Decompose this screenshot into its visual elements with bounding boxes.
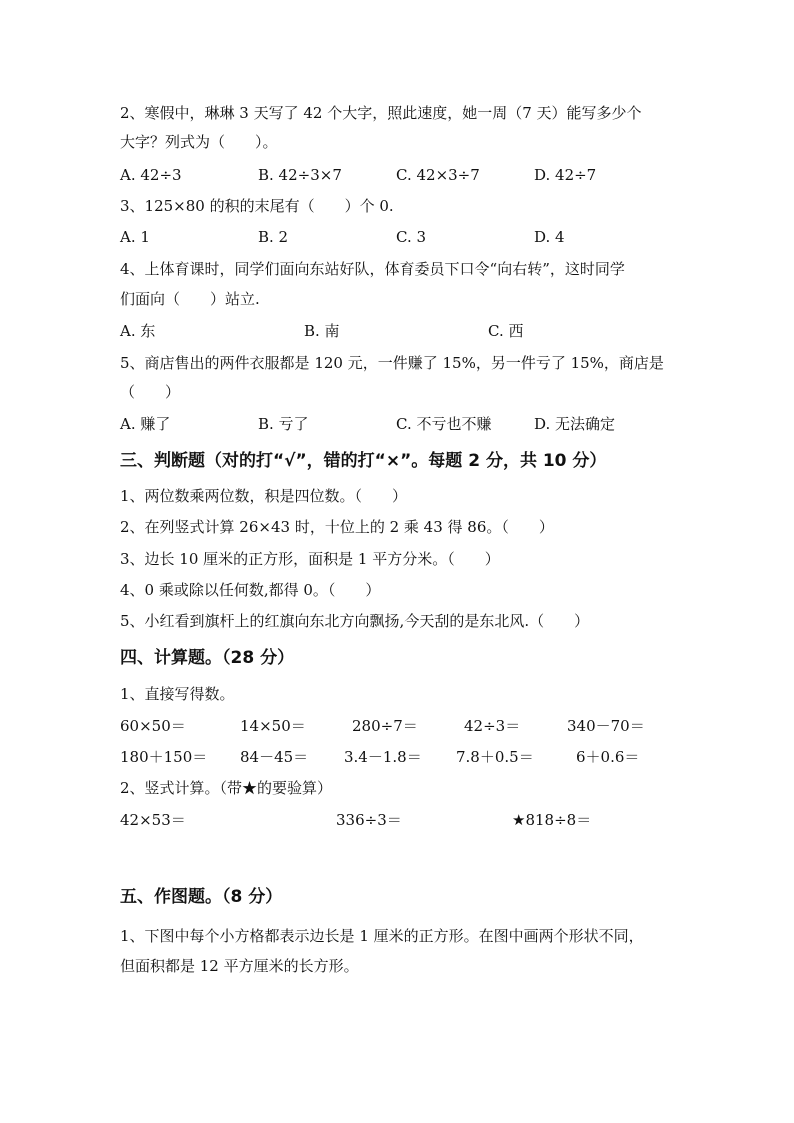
q3-line1: 3、125×80 的积的末尾有（ ）个 0. <box>120 197 394 215</box>
calc-r3-2: 336÷3＝ <box>336 811 402 829</box>
judge-item-1: 1、两位数乘两位数，积是四位数。（ ） <box>120 487 408 505</box>
calc-r2-3: 3.4－1.8＝ <box>344 748 422 766</box>
judge-item-4: 4、0 乘或除以任何数,都得 0。（ ） <box>120 581 381 599</box>
q5-line2: （ ） <box>120 383 181 401</box>
q5-option-b: B. 亏了 <box>258 415 309 433</box>
q5-option-d: D. 无法确定 <box>534 415 616 433</box>
q3-option-a: A. 1 <box>120 228 150 246</box>
q2-option-b: B. 42÷3×7 <box>258 166 342 184</box>
calc-r2-2: 84－45＝ <box>240 748 309 766</box>
calc-r1-5: 340－70＝ <box>567 717 645 735</box>
calc-r1-3: 280÷7＝ <box>352 717 418 735</box>
calc-r2-4: 7.8＋0.5＝ <box>456 748 534 766</box>
q4-line1: 4、上体育课时，同学们面向东站好队，体育委员下口令“向右转”，这时同学 <box>120 260 625 278</box>
draw-line-1: 1、下图中每个小方格都表示边长是 1 厘米的正方形。在图中画两个形状不同， <box>120 927 644 945</box>
judge-item-3: 3、边长 10 厘米的正方形，面积是 1 平方分米。（ ） <box>120 550 500 568</box>
draw-line-2: 但面积都是 12 平方厘米的长方形。 <box>120 957 359 975</box>
judge-item-5: 5、小红看到旗杆上的红旗向东北方向飘扬,今天刮的是东北风.（ ） <box>120 612 590 630</box>
q3-option-d: D. 4 <box>534 228 565 246</box>
q2-line2: 大字？列式为（ ）。 <box>120 133 278 151</box>
q5-option-a: A. 赚了 <box>120 415 171 433</box>
calc-r1-1: 60×50＝ <box>120 717 186 735</box>
section-4-heading: 四、计算题。（28 分） <box>120 648 295 668</box>
calc-r1-2: 14×50＝ <box>240 717 306 735</box>
section-3-heading: 三、判断题（对的打“√”，错的打“×”。每题 2 分，共 10 分） <box>120 451 607 471</box>
section-5-heading: 五、作图题。（8 分） <box>120 887 283 907</box>
calc-r2-5: 6＋0.6＝ <box>576 748 640 766</box>
calc-r3-3: ★818÷8＝ <box>512 811 592 829</box>
calc-sub-1: 1、直接写得数。 <box>120 685 235 703</box>
calc-r1-4: 42÷3＝ <box>464 717 521 735</box>
q4-option-c: C. 西 <box>488 322 524 340</box>
calc-sub-2: 2、竖式计算。（带★的要验算） <box>120 779 333 797</box>
q2-option-c: C. 42×3÷7 <box>396 166 480 184</box>
q5-option-c: C. 不亏也不赚 <box>396 415 492 433</box>
judge-item-2: 2、在列竖式计算 26×43 时，十位上的 2 乘 43 得 86。（ ） <box>120 518 554 536</box>
q2-line1: 2、寒假中，琳琳 3 天写了 42 个大字，照此速度，她一周（7 天）能写多少个 <box>120 104 642 122</box>
q2-option-d: D. 42÷7 <box>534 166 597 184</box>
q3-option-b: B. 2 <box>258 228 289 246</box>
q3-option-c: C. 3 <box>396 228 427 246</box>
calc-r3-1: 42×53＝ <box>120 811 186 829</box>
q2-option-a: A. 42÷3 <box>120 166 182 184</box>
q4-option-a: A. 东 <box>120 322 156 340</box>
q4-option-b: B. 南 <box>304 322 340 340</box>
q4-line2: 们面向（ ）站立. <box>120 290 260 308</box>
calc-r2-1: 180＋150＝ <box>120 748 208 766</box>
q5-line1: 5、商店售出的两件衣服都是 120 元，一件赚了 15%，另一件亏了 15%，商店是 <box>120 354 664 372</box>
